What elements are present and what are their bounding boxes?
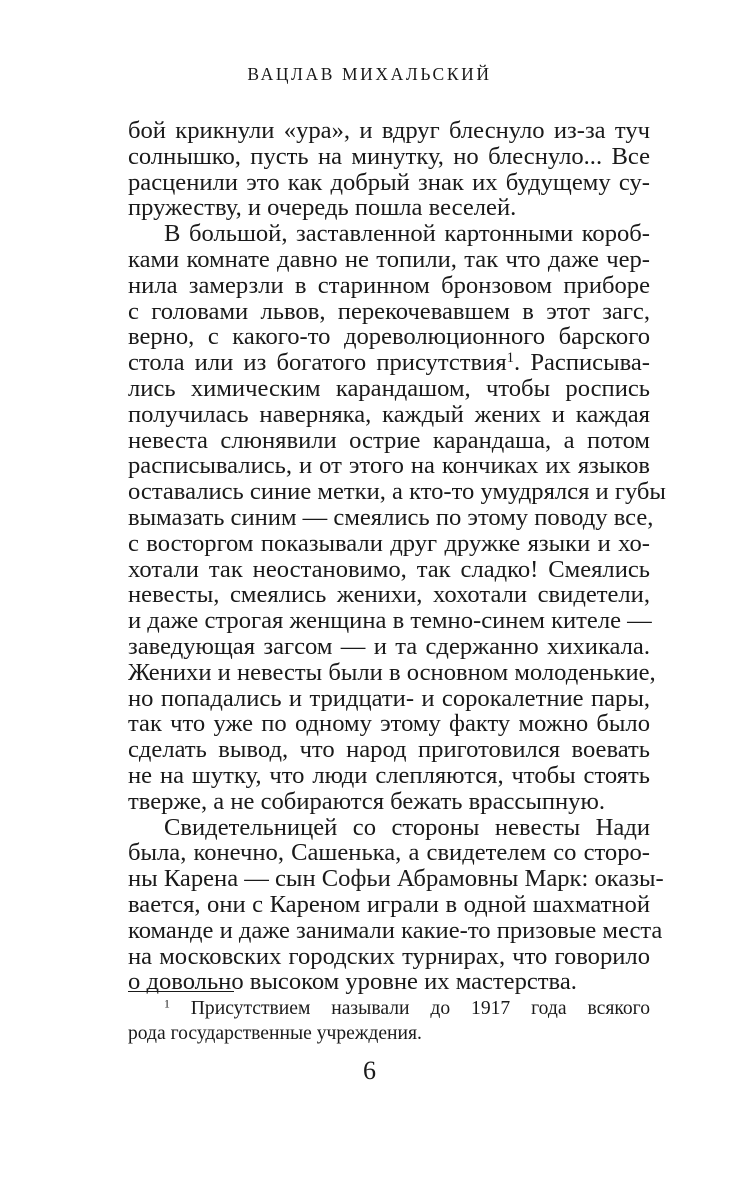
text-line: так что уже по одному этому факту можно было <box>128 710 650 738</box>
text-fragment: Присутствием называли до 1917 года всякого <box>169 998 650 1019</box>
paragraph-1 <box>128 118 650 221</box>
footnote-reference[interactable]: 1 <box>506 350 515 367</box>
text-line: на московских городских турнирах, что говорило <box>128 942 650 970</box>
text-line: лись химическим карандашом, чтобы роспись <box>128 374 650 402</box>
paragraph-3 <box>128 813 664 996</box>
text-line: получилась наверняка, каждый жених и каждая <box>128 400 650 428</box>
text-line: В большой, заставленной картонными короб- <box>164 220 650 248</box>
text-fragment: стола или из богатого присутствия <box>128 349 507 377</box>
text-line: и даже строгая женщина в темно-синем кителе — <box>128 607 652 635</box>
text-line: хотали так неостановимо, так сладко! Смеялись <box>128 555 650 583</box>
text-line: невеста слюнявили острие карандаша, а потом <box>128 426 650 454</box>
text-line: команде и даже занимали какие-то призовые места <box>128 916 663 944</box>
text-line: сделать вывод, что народ приготовился воевать <box>128 736 650 764</box>
text-line: о довольно высоком уровне их мастерства. <box>128 968 577 996</box>
text-line: не на шутку, что люди слепляются, чтобы стоять <box>128 761 650 789</box>
text-line: невесты, смеялись женихи, хохотали свидетели, <box>128 581 650 609</box>
text-line: вымазать синим — смеялись по этому поводу все, <box>128 503 654 531</box>
text-line: Женихи и невесты были в основном молоденькие, <box>128 658 656 686</box>
text-fragment: . Расписыва- <box>514 349 651 377</box>
text-line: расценили это как добрый знак их будущему су- <box>128 168 650 196</box>
text-line: бой крикнули «ура», и вдруг блеснуло из-за туч <box>128 117 650 144</box>
text-line: ны Карена — сын Софьи Абрамовны Марк: оказы- <box>128 865 664 893</box>
text-line: вается, они с Кареном играли в одной шахматной <box>128 890 650 918</box>
text-line: тверже, а не собираются бежать врассыпную. <box>128 787 605 815</box>
paragraph-2 <box>128 220 666 815</box>
text-line: с головами львов, перекочевавшем в этот загс, <box>128 297 650 325</box>
text-line: Свидетельницей со стороны невесты Нади <box>164 813 650 841</box>
footnote <box>128 996 650 1046</box>
body-text <box>128 117 666 996</box>
footnote-line: рода государственные учреждения. <box>128 1023 422 1044</box>
text-line: заведующая загсом — и та сдержанно хихикала. <box>128 632 650 660</box>
text-line: но попадались и тридцати- и сорокалетние пары, <box>128 684 650 712</box>
text-line: с восторгом показывали друг дружке языки и хо- <box>128 529 650 557</box>
text-line: пружеству, и очередь пошла веселей. <box>128 194 517 222</box>
text-line: расписывались, и от этого на кончиках их языков <box>128 452 650 480</box>
text-line: была, конечно, Сашенька, а свидетелем со сторо- <box>128 839 650 867</box>
footnote-line <box>128 996 650 1021</box>
footnote-mark: 1 <box>164 997 170 1011</box>
text-line: оставались синие метки, а кто-то умудрялся и губы <box>128 478 666 506</box>
footnote-divider <box>128 991 234 992</box>
text-line-with-footnote <box>128 350 650 376</box>
text-line: солнышко, пусть на минутку, но блеснуло... Все <box>128 142 650 170</box>
text-line: ками комнате давно не топили, так что даже чер- <box>128 245 650 273</box>
page-number: 6 <box>363 1056 376 1085</box>
text-line: верно, с какого-то дореволюционного барского <box>128 323 650 351</box>
text-line: нила замерзли в старинном бронзовом приборе <box>128 271 650 299</box>
running-head: ВАЦЛАВ МИХАЛЬСКИЙ <box>247 64 492 84</box>
